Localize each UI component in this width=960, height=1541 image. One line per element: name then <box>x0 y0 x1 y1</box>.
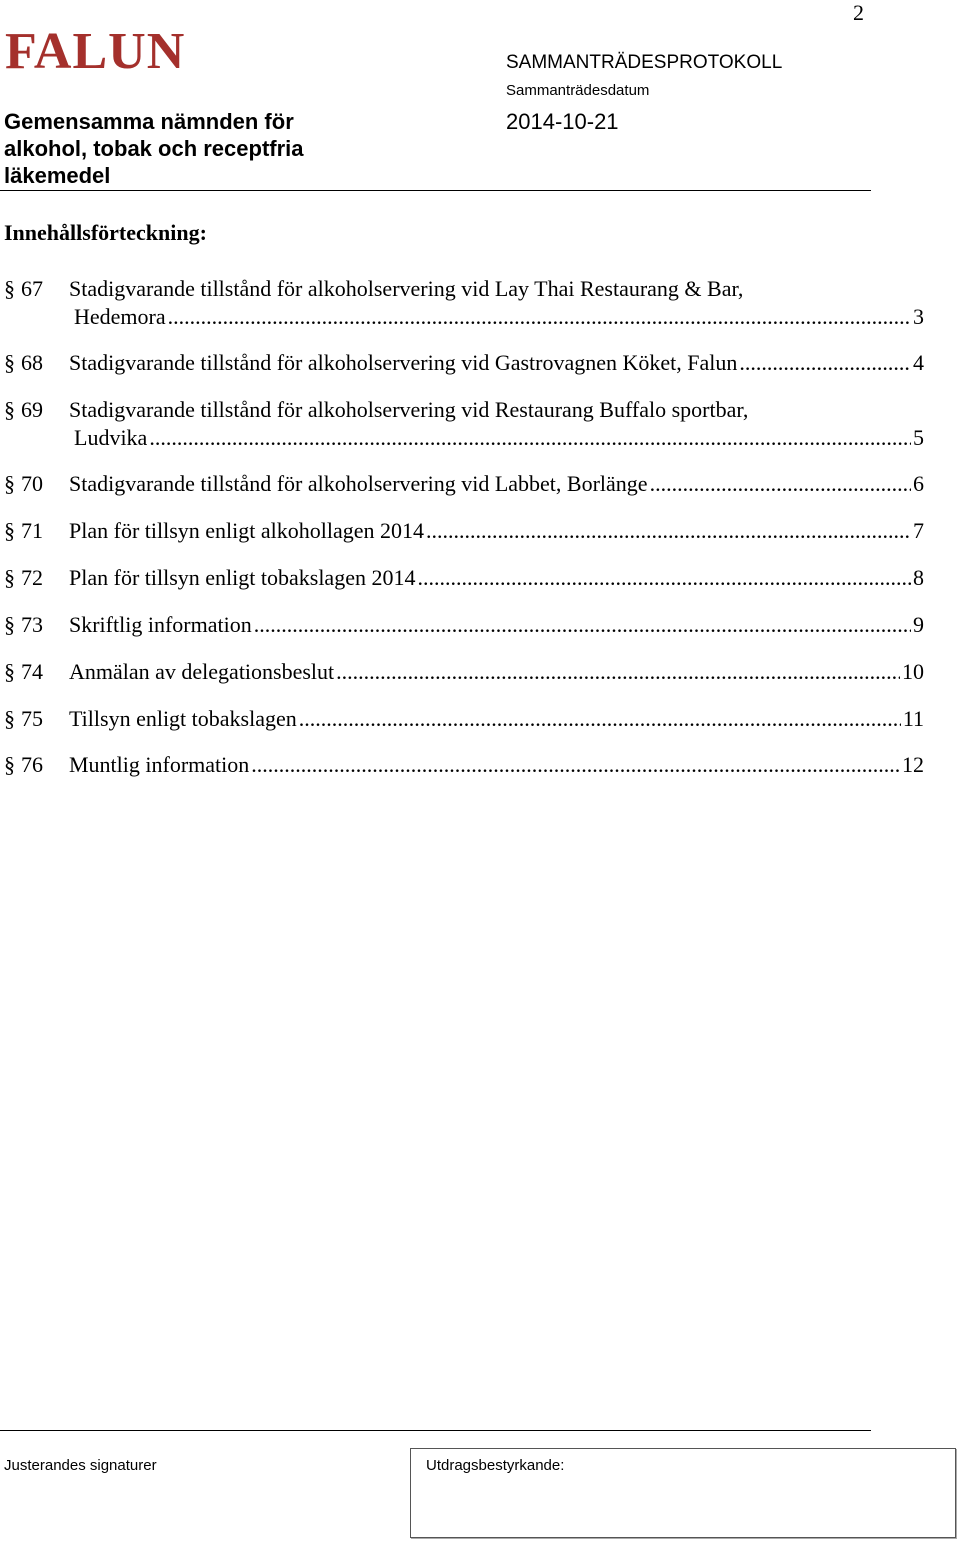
dot-leader <box>336 658 900 685</box>
toc-entry-page: 5 <box>913 425 924 450</box>
toc-entry-page: 6 <box>913 471 924 496</box>
toc-entry-number: 73 <box>21 612 43 637</box>
toc-entry-page: 9 <box>913 612 924 637</box>
committee-name <box>4 108 364 189</box>
toc-entry-title: Plan för tillsyn enligt tobakslagen 2014 <box>69 565 416 590</box>
dot-leader <box>251 751 900 778</box>
toc-entry-page: 4 <box>913 350 924 375</box>
toc-entry-page: 8 <box>913 565 924 590</box>
section-symbol: § <box>4 518 15 543</box>
toc-entry-line <box>69 658 924 685</box>
committee-name-line: Gemensamma nämnden för <box>4 109 294 134</box>
meeting-date-label: Sammanträdesdatum <box>506 82 650 99</box>
section-symbol: § <box>4 471 15 496</box>
toc-entry-line <box>69 396 924 423</box>
toc-entry-title: Anmälan av delegationsbeslut <box>69 659 335 684</box>
toc-entry-page: 7 <box>913 518 924 543</box>
toc-entry-line <box>69 705 924 732</box>
toc-entry-line <box>69 470 924 497</box>
toc-entry-number: 69 <box>21 397 43 422</box>
dot-leader <box>426 517 911 544</box>
falun-logo <box>5 24 237 72</box>
toc-entry-title: Stadigvarande tillstånd för alkoholservering vid Lay Thai Restaurang & Bar, <box>69 276 744 301</box>
toc-entry-number: 72 <box>21 565 43 590</box>
toc-entry-page: 10 <box>902 659 924 684</box>
toc-heading: Innehållsförteckning: <box>4 220 207 245</box>
section-symbol: § <box>4 612 15 637</box>
logo-text: FALUN <box>5 24 186 72</box>
toc-entry-page: 3 <box>913 304 924 329</box>
section-symbol: § <box>4 565 15 590</box>
toc-entry-number: 67 <box>21 276 43 301</box>
toc-entry-number: 75 <box>21 706 43 731</box>
toc-entry-title: Stadigvarande tillstånd för alkoholservering vid Labbet, Borlänge <box>69 471 648 496</box>
certification-label: Utdragsbestyrkande: <box>426 1457 565 1474</box>
section-symbol: § <box>4 397 15 422</box>
toc-entry-line <box>69 517 924 544</box>
committee-name-line: läkemedel <box>4 163 111 188</box>
dot-leader <box>650 470 911 497</box>
page-number: 2 <box>853 0 864 25</box>
protocol-title: SAMMANTRÄDESPROTOKOLL <box>506 52 783 73</box>
dot-leader <box>739 349 911 376</box>
footer-divider <box>0 1430 871 1431</box>
toc-entry-number: 70 <box>21 471 43 496</box>
section-symbol: § <box>4 350 15 375</box>
toc-entry-line <box>69 349 924 376</box>
meeting-date-value: 2014-10-21 <box>506 109 619 134</box>
toc-entry-number: 68 <box>21 350 43 375</box>
toc-entry-line <box>69 611 924 638</box>
section-symbol: § <box>4 752 15 777</box>
toc-entry-line <box>74 303 924 330</box>
toc-entry-title: Stadigvarande tillstånd för alkoholservering vid Gastrovagnen Köket, Falun <box>69 350 738 375</box>
toc-entry-number: 71 <box>21 518 43 543</box>
committee-name-line: alkohol, tobak och receptfria <box>4 136 304 161</box>
toc-entry-line <box>69 275 924 302</box>
toc-entry-title: Tillsyn enligt tobakslagen <box>69 706 297 731</box>
certification-box <box>410 1448 956 1538</box>
toc-entry-line <box>69 751 924 778</box>
dot-leader <box>299 705 901 732</box>
toc-entry-number: 76 <box>21 752 43 777</box>
dot-leader <box>168 303 911 330</box>
dot-leader <box>254 611 911 638</box>
header-divider <box>0 190 871 191</box>
toc-entry-title: Plan för tillsyn enligt alkohollagen 2014 <box>69 518 425 543</box>
toc-entry-title: Skriftlig information <box>69 612 252 637</box>
toc-entry-line <box>74 424 924 451</box>
signatures-label: Justerandes signaturer <box>4 1457 157 1474</box>
section-symbol: § <box>4 659 15 684</box>
toc-entry-page: 12 <box>902 752 924 777</box>
toc-entry-title: Ludvika <box>74 425 148 450</box>
toc-entry-title: Stadigvarande tillstånd för alkoholservering vid Restaurang Buffalo sportbar, <box>69 397 749 422</box>
toc-entry-page: 11 <box>902 706 924 731</box>
toc-entry-title: Muntlig information <box>69 752 250 777</box>
toc-entry-title: Hedemora <box>74 304 166 329</box>
toc-entry-number: 74 <box>21 659 43 684</box>
section-symbol: § <box>4 706 15 731</box>
section-symbol: § <box>4 276 15 301</box>
dot-leader <box>417 564 911 591</box>
toc-entry-line <box>69 564 924 591</box>
dot-leader <box>149 424 911 451</box>
